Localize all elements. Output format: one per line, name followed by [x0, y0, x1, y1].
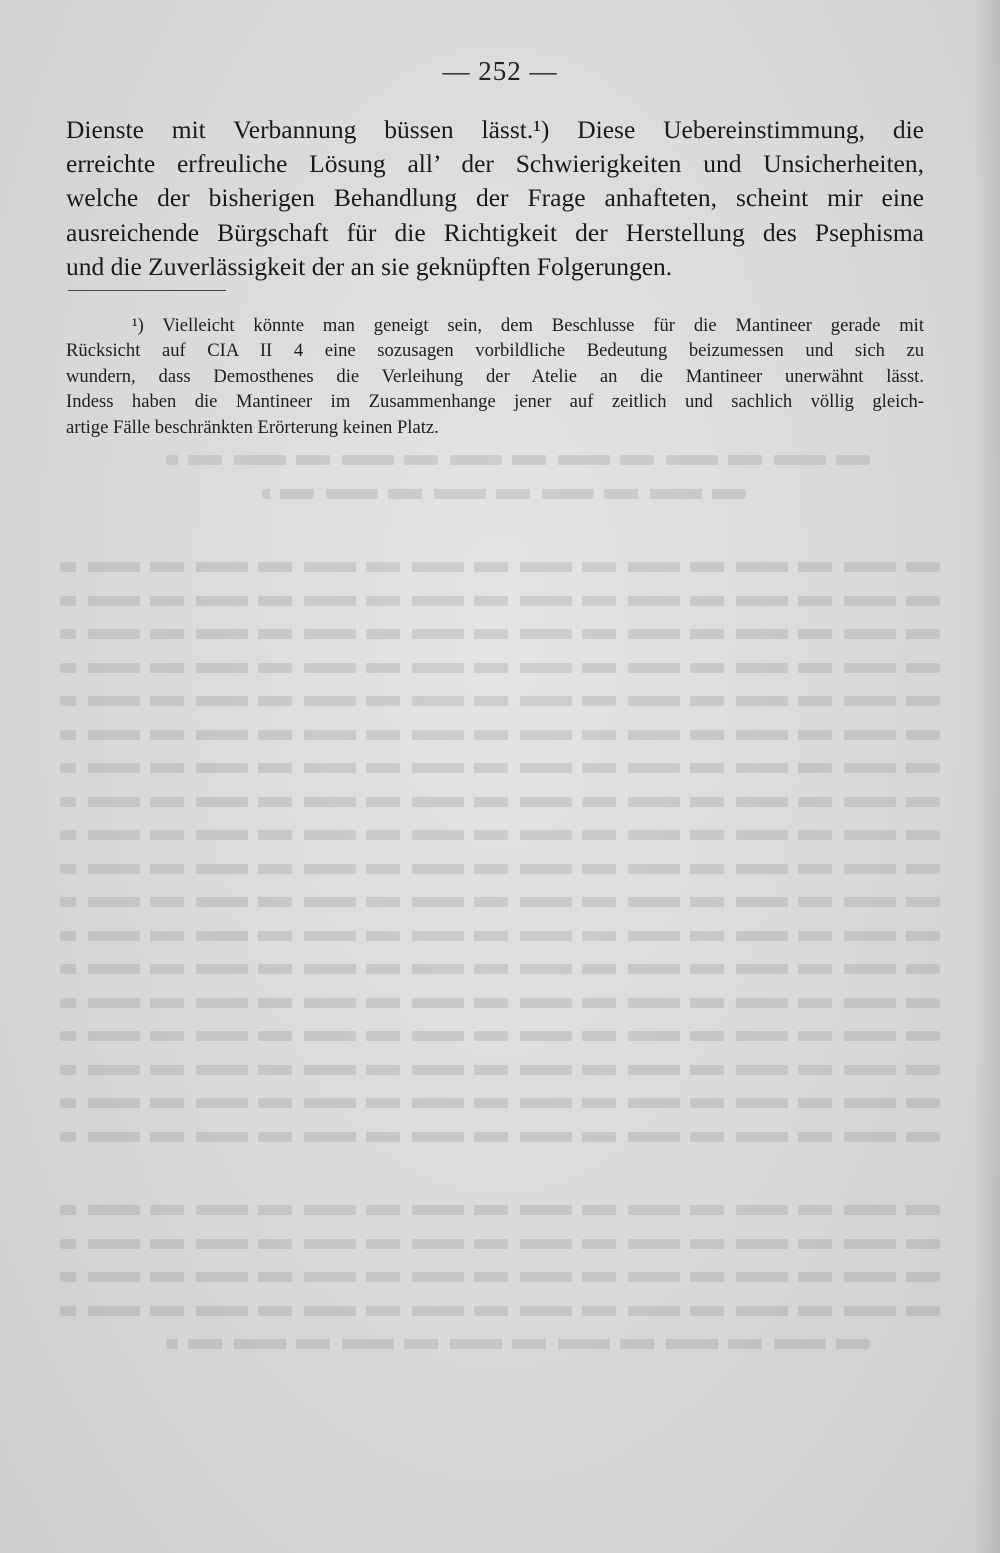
- body-line: Dienste mit Verbannung büssen lässt.¹) Diese Uebereinstimmung, die: [66, 115, 924, 144]
- body-paragraph: [66, 113, 924, 284]
- footnote-line: artige Fälle beschränkten Erörterung keinen Platz.: [66, 416, 439, 438]
- body-line: erreichte erfreuliche Lösung all’ der Schwierigkeiten und Unsicherheiten,: [66, 149, 924, 179]
- page-edge-shadow: [974, 0, 1000, 1553]
- footnote-line: ¹) Vielleicht könnte man geneigt sein, dem Beschlusse für die Mantineer gerade mit: [132, 315, 924, 336]
- footnote-line: Indess haben die Mantineer im Zusammenhange jener auf zeitlich und sachlich völlig gleich-: [66, 391, 924, 413]
- page-number: — 252 —: [442, 56, 558, 86]
- reverse-side-bleed-through: [60, 455, 940, 1455]
- body-line: ausreichende Bürgschaft für die Richtigkeit der Herstellung des Psephisma: [66, 217, 924, 247]
- footnote: [66, 313, 924, 440]
- body-line: welche der bisherigen Behandlung der Frage anhafteten, scheint mir eine: [66, 183, 924, 213]
- footnote-line: wundern, dass Demosthenes die Verleihung der Atelie an die Mantineer unerwähnt lässt.: [66, 365, 924, 387]
- body-line: und die Zuverlässigkeit der an sie geknüpften Folgerungen.: [66, 251, 673, 281]
- footnote-separator-rule: [68, 290, 226, 291]
- footnote-line: Rücksicht auf CIA II 4 eine sozusagen vorbildliche Bedeutung beizumessen und sich zu: [66, 340, 924, 362]
